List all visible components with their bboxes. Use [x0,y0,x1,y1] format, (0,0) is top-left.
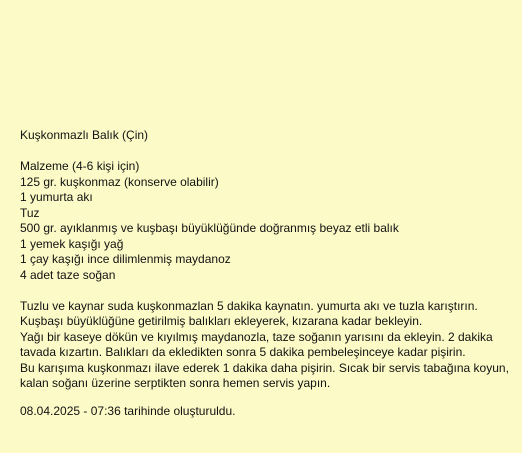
recipe-title: Kuşkonmazlı Balık (Çin) [20,128,149,142]
ingredient-item: 1 yemek kaşığı yağ [20,236,124,251]
ingredient-item: 1 yumurta akı [20,190,93,204]
spacer [20,144,516,160]
spacer [20,283,516,299]
ingredient-item: 4 adet taze soğan [20,267,116,282]
ingredient-item: 500 gr. ayıklanmış ve kuşbaşı büyüklüğünde doğranmış beyaz etli balık [20,221,399,235]
instructions-list [20,299,516,392]
ingredient-item: 125 gr. kuşkonmaz (konserve olabilir) [20,174,219,189]
ingredient-item: 1 çay kaşığı ince dilimlenmiş maydanoz [20,252,231,266]
instruction-step: Bu karışıma kuşkonmazı ilave ederek 1 dakika daha pişirin. Sıcak bir servis tabağına koyun, kalan soğanı üzerine serptikten sonra hemen servis yapın. [20,360,509,390]
ingredients-list [20,175,516,284]
instruction-step: Tuzlu ve kaynar suda kuşkonmazlan 5 dakika kaynatın. yumurta akı ve tuzla karıştırın. [20,298,478,313]
instruction-step: Yağı bir kaseye dökün ve kıyılmış maydanozla, taze soğanın yarısını da ekleyin. 2 dakika tavada kızartın. Balıkları da ekledikten sonra 5 dakika pembeleşinceye kadar pişirin. [20,329,493,359]
instruction-step: Kuşbaşı büyüklüğüne getirilmiş balıkları ekleyerek, kızarana kadar bekleyin. [20,314,423,328]
recipe-document [20,128,516,419]
ingredient-item: Tuz [20,205,40,220]
created-timestamp: 08.04.2025 - 07:36 tarihinde oluşturuldu. [20,403,236,418]
ingredients-heading: Malzeme (4-6 kişi için) [20,159,140,173]
